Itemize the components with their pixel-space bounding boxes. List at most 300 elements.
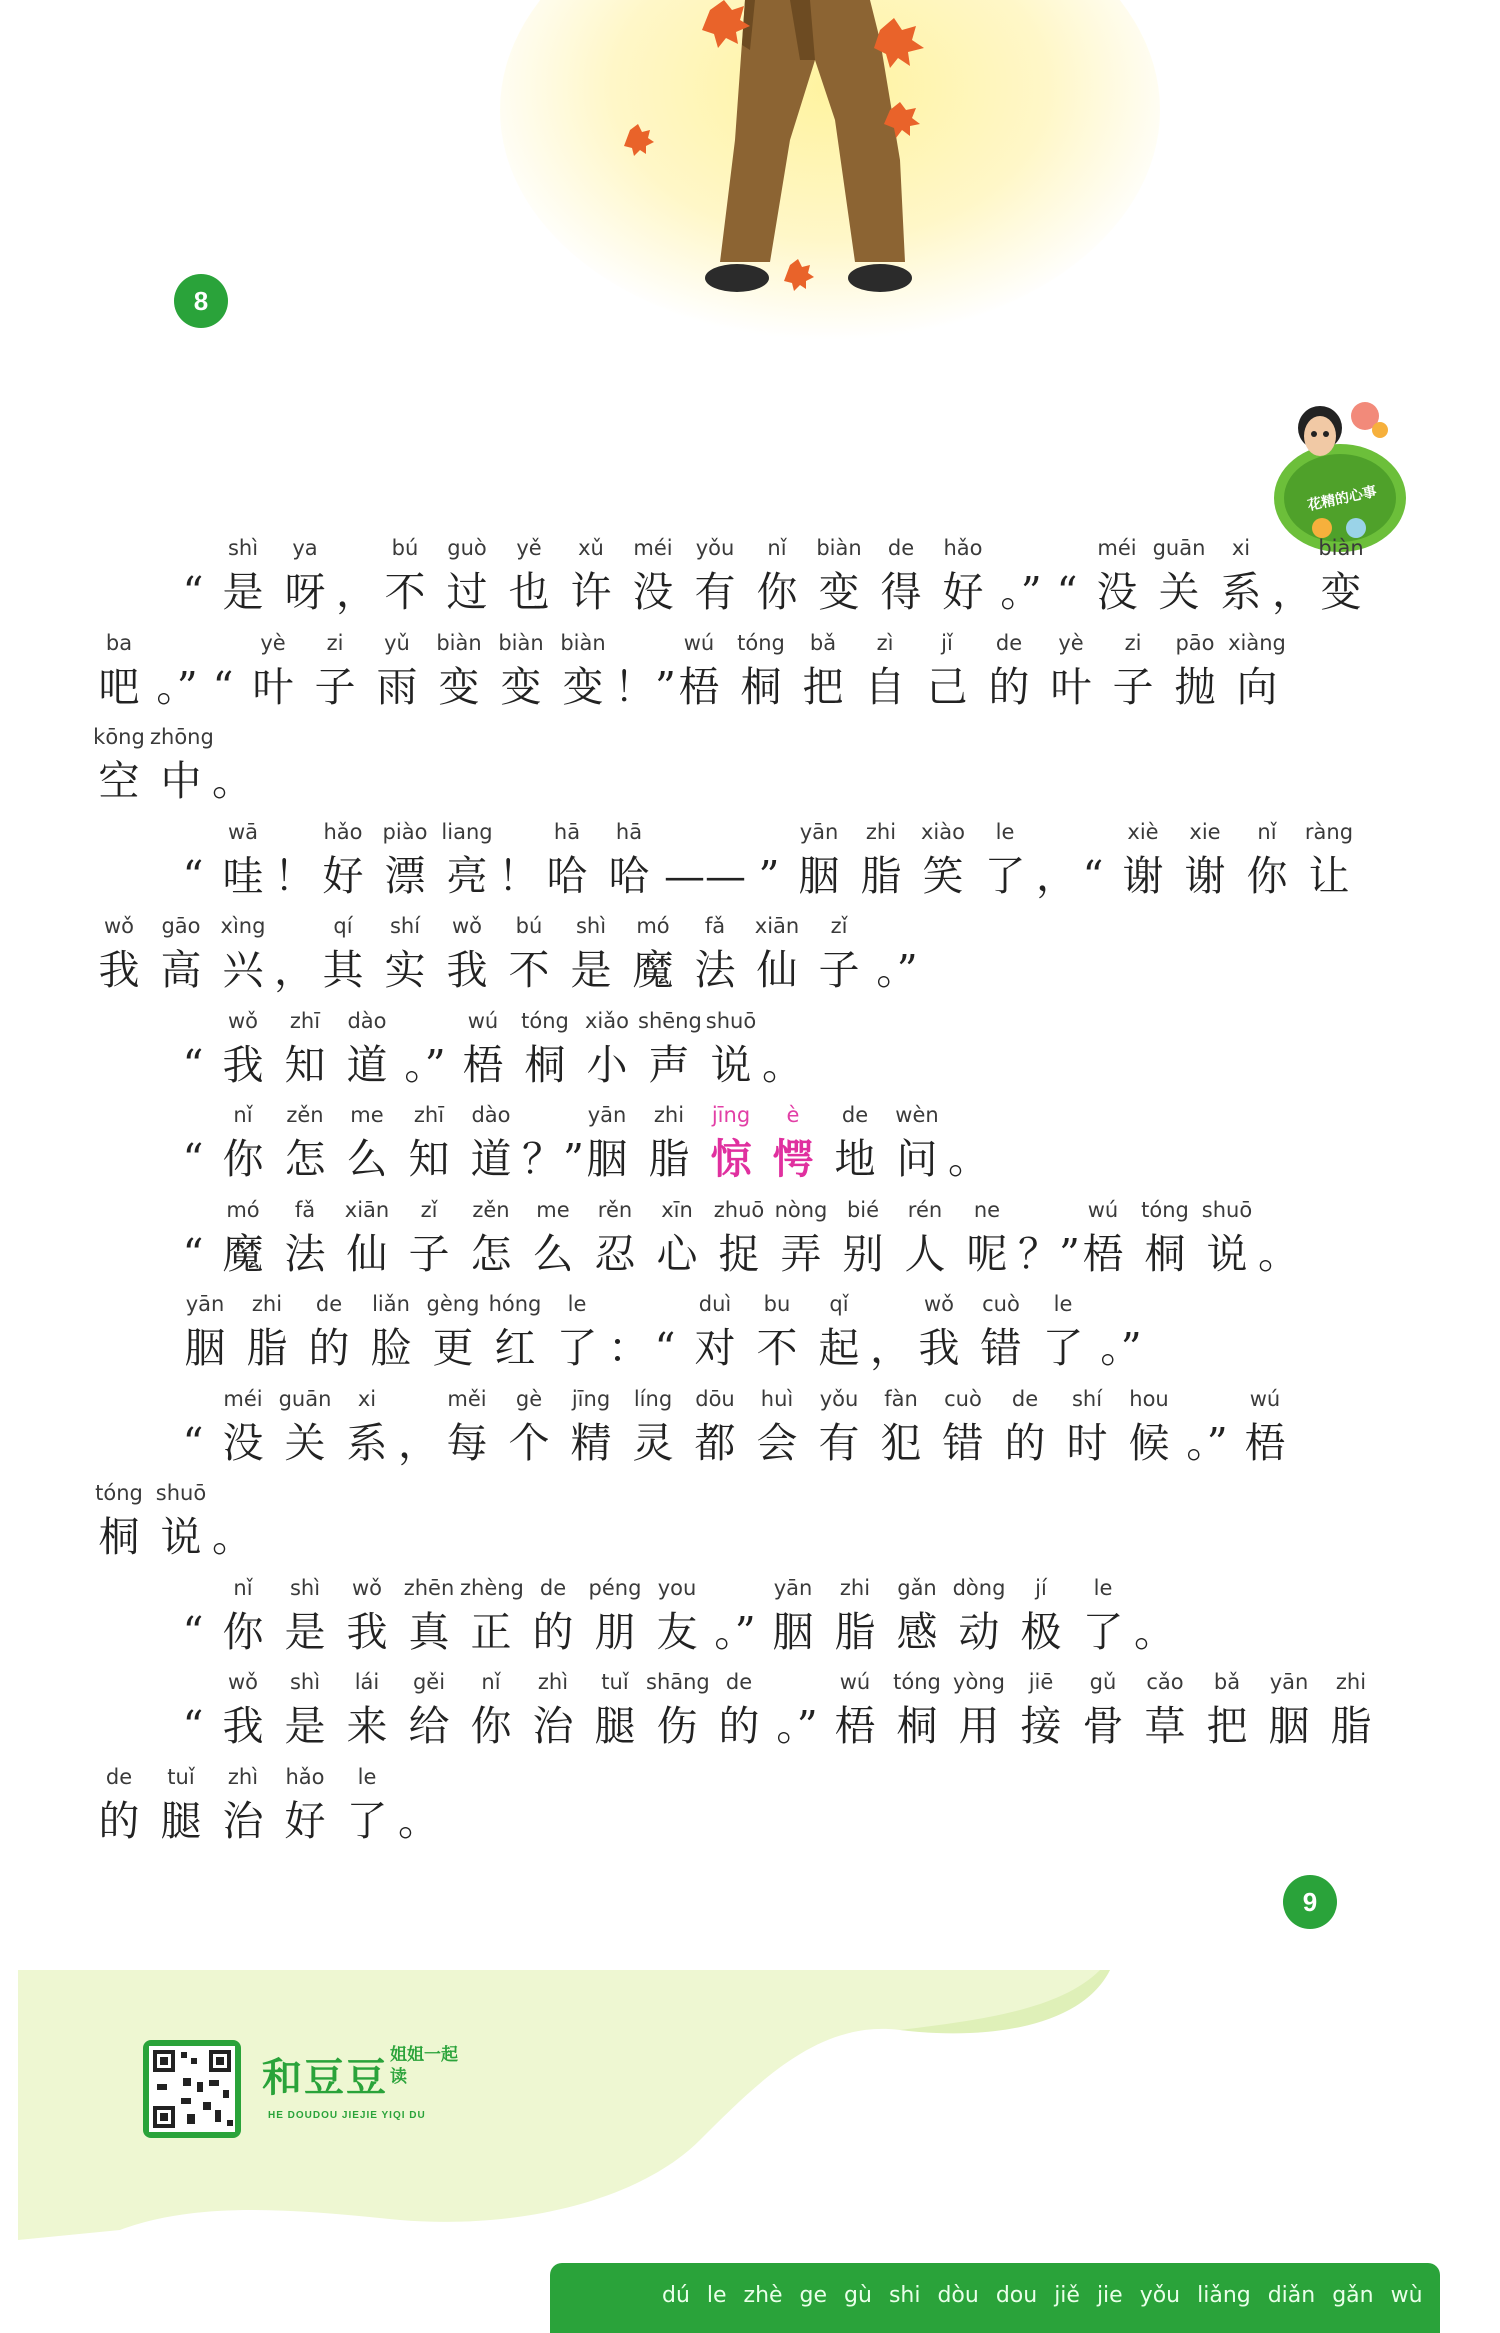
character-with-pinyin [808,532,870,620]
hanzi: 实 [384,946,426,994]
pinyin: de [539,1575,567,1600]
pinyin: bié [846,1197,880,1222]
character-with-pinyin [808,1383,870,1471]
character-with-pinyin [1032,1288,1094,1376]
hanzi: 胭 [184,1324,226,1372]
pinyin: mó [226,1197,260,1222]
punctuation [174,1383,212,1471]
pinyin: jǐ [941,630,953,655]
character-with-pinyin [850,816,912,904]
pinyin: gǔ [1089,1670,1117,1694]
hanzi: 腿 [594,1702,636,1750]
hanzi: 我 [222,1040,264,1089]
story-line [88,627,1288,722]
story-line [88,1666,1372,1761]
pinyin: jí [1035,1575,1047,1600]
pinyin: gāo [161,914,201,938]
hanzi: 变 [438,662,480,711]
character-with-pinyin [1298,816,1360,904]
pinyin: tóng [521,1008,569,1033]
hanzi: 更 [432,1324,474,1372]
hanzi: 的 [308,1324,350,1372]
pinyin: yè [1058,630,1084,655]
pinyin: zhi [1335,1670,1367,1694]
punctuation [1048,532,1086,620]
hanzi: 得 [880,568,922,616]
punctuation [398,1005,452,1093]
punctuation [212,721,253,809]
pinyin: wú [683,630,715,655]
pinyin: hǎo [943,536,983,560]
pinyin: rěn [597,1197,633,1222]
hanzi: 是 [284,1607,326,1656]
hanzi: 问 [896,1135,938,1183]
hanzi: 是 [570,946,612,994]
hanzi: 不 [384,568,426,616]
pinyin: wǒ [227,1008,259,1033]
pinyin: de [105,1764,133,1789]
pinyin: kōng [93,725,145,749]
pinyin: wǒ [103,914,135,938]
character-with-pinyin [212,1761,274,1849]
pinyin: wǒ [923,1292,955,1316]
hanzi: 心 [656,1229,698,1278]
hanzi: 吧 [98,662,140,711]
pinyin: cuò [982,1292,1020,1316]
character-with-pinyin [498,910,560,998]
hanzi: 你 [222,1607,264,1656]
hanzi: “ [654,1324,676,1372]
hanzi: “ [182,1229,204,1278]
story-line [88,816,1354,911]
story-line [88,1288,1288,1383]
character-with-pinyin [88,910,150,998]
character-with-pinyin [598,816,660,904]
character-with-pinyin [514,1005,576,1093]
pinyin: zì [876,630,894,655]
character-with-pinyin [212,1099,274,1187]
hanzi: 仙 [346,1229,388,1278]
pinyin: xiè [1127,819,1159,844]
character-with-pinyin [336,1761,398,1849]
hanzi: 呢 [966,1229,1008,1278]
hanzi: ？” [522,1135,584,1183]
badge-label: 花精的心事 [1306,483,1379,515]
story-line [88,910,1288,1005]
pinyin: zhi [839,1575,871,1600]
hanzi: “ [182,1702,204,1750]
character-with-pinyin [746,910,808,998]
character-with-pinyin [1086,532,1148,620]
character-with-pinyin [668,627,730,715]
hanzi: 子 [1112,662,1154,711]
hanzi: 空 [98,757,140,805]
pinyin: yě [516,536,542,560]
hanzi: 接 [1020,1702,1062,1750]
hanzi: 系 [1220,568,1262,616]
character-with-pinyin [212,1383,274,1471]
brand-logo [262,2038,502,2128]
hanzi: 怎 [470,1229,512,1278]
punctuation [174,1194,212,1282]
hanzi: 朋 [594,1607,636,1656]
hanzi: 仙 [756,946,798,994]
character-with-pinyin [212,1666,274,1754]
hanzi: 胭 [772,1607,814,1656]
punctuation [762,1005,803,1093]
character-with-pinyin [436,816,498,904]
hanzi: 梧 [462,1040,504,1089]
hanzi: 。 [1258,1229,1299,1278]
character-with-pinyin [1040,627,1102,715]
character-with-pinyin [236,1288,298,1376]
character-with-pinyin [1134,1194,1196,1282]
character-with-pinyin [88,721,150,809]
hanzi: 了 [984,851,1026,900]
hanzi: 没 [1096,568,1138,616]
reading-note-pinyin: dú le zhè ge gù shi dòu dou jiě jie yǒu liǎng diǎn gǎn wù [662,2283,1423,2308]
hanzi: 灵 [632,1418,674,1467]
hanzi: 让 [1308,851,1350,900]
character-with-pinyin [684,1288,746,1376]
pinyin: bú [391,536,419,560]
pinyin: zhi [865,819,897,844]
pinyin: wú [839,1670,871,1694]
hanzi: 脸 [370,1324,412,1372]
hanzi: ， [274,946,315,994]
punctuation [274,910,315,998]
pinyin: zǐ [420,1197,438,1222]
hanzi: 怎 [284,1135,326,1183]
hanzi: 。” [714,1607,756,1656]
hanzi: 骨 [1082,1702,1124,1750]
pinyin: de [995,630,1023,655]
pinyin: bú [515,914,543,938]
punctuation [948,1099,989,1187]
character-with-pinyin [788,816,850,904]
hanzi: 了 [1042,1324,1084,1372]
punctuation [614,627,676,715]
character-with-pinyin [932,532,994,620]
pinyin: wú [1087,1197,1119,1222]
pinyin: de [841,1103,869,1127]
pinyin: gèng [426,1292,480,1316]
hanzi: 愕 [772,1135,814,1183]
hanzi: 有 [818,1418,860,1467]
hanzi: ！ [498,851,539,900]
character-with-pinyin [546,1288,608,1376]
hanzi: 不 [508,946,550,994]
hanzi: 知 [408,1135,450,1183]
pinyin: zhī [289,1008,321,1033]
pinyin: wǒ [351,1575,383,1600]
pinyin: mó [636,914,670,938]
character-with-pinyin [576,1099,638,1187]
hanzi: 治 [222,1796,264,1845]
character-with-pinyin [336,1383,398,1471]
hanzi: ， [336,568,377,616]
pinyin: duì [698,1292,732,1316]
hanzi: 捉 [718,1229,760,1278]
punctuation [398,1383,439,1471]
pinyin: yòng [953,1670,1005,1694]
pinyin: líng [633,1386,673,1411]
hanzi: 梧 [1082,1229,1124,1278]
hanzi: 。 [948,1135,989,1183]
hanzi: “ [182,1135,204,1183]
pinyin: guò [447,536,487,560]
hanzi: 脂 [834,1607,876,1656]
logo-sub-text: 姐姐一起读 [390,2045,458,2087]
pinyin: zhī [413,1103,445,1127]
hanzi: 胭 [1268,1702,1310,1750]
hanzi: “ [182,1418,204,1467]
punctuation [1134,1572,1175,1660]
pinyin: dào [471,1103,511,1127]
hanzi: 。” [404,1040,446,1089]
hanzi: 忍 [594,1229,636,1278]
character-with-pinyin [1210,532,1272,620]
hanzi: 么 [532,1229,574,1278]
pinyin: shēng [638,1008,702,1033]
hanzi: 笑 [922,851,964,900]
character-with-pinyin [948,1572,1010,1660]
pinyin: zi [326,630,344,655]
hanzi: 梧 [1244,1418,1286,1467]
character-with-pinyin [242,627,304,715]
pinyin: me [536,1197,570,1222]
story-line [88,532,1364,627]
character-with-pinyin [422,1288,484,1376]
pinyin: shì [575,914,607,938]
hanzi: 我 [918,1324,960,1372]
hanzi: 系 [346,1418,388,1467]
pinyin: zhì [227,1764,259,1789]
character-with-pinyin [1258,1666,1320,1754]
hanzi: 友 [656,1607,698,1656]
hanzi: ： [608,1324,649,1372]
hanzi: 梧 [678,662,720,711]
character-with-pinyin [730,627,792,715]
character-with-pinyin [584,1194,646,1282]
character-with-pinyin [312,816,374,904]
character-with-pinyin [1056,1383,1118,1471]
character-with-pinyin [274,1572,336,1660]
reading-note-bar [550,2263,1440,2333]
character-with-pinyin [336,1666,398,1754]
pinyin: yǔ [384,630,410,655]
character-with-pinyin [762,1099,824,1187]
hanzi: 胭 [798,851,840,900]
character-with-pinyin [1072,1666,1134,1754]
pinyin: tóng [893,1670,941,1694]
pinyin: nǐ [1257,819,1277,844]
character-with-pinyin [948,1666,1010,1754]
hanzi: 叶 [1050,662,1092,711]
pinyin: méi [633,536,673,560]
hanzi: 给 [408,1702,450,1750]
pinyin: jiē [1028,1670,1054,1694]
pinyin: le [567,1292,587,1316]
character-with-pinyin [700,1005,762,1093]
pinyin: péng [588,1575,642,1600]
pinyin: fàn [884,1386,918,1411]
pinyin: piào [382,819,428,844]
character-with-pinyin [886,1099,948,1187]
character-with-pinyin [912,816,974,904]
pinyin: xi [1231,536,1251,560]
character-with-pinyin [1196,1666,1258,1754]
hanzi: 你 [222,1135,264,1183]
hanzi: 兴 [222,946,264,994]
hanzi: 犯 [880,1418,922,1467]
character-with-pinyin [374,532,436,620]
hanzi: 胭 [586,1135,628,1183]
character-with-pinyin [870,532,932,620]
hanzi: 治 [532,1702,574,1750]
character-with-pinyin [150,1477,212,1565]
pinyin: guān [1152,536,1206,560]
punctuation [1258,1194,1299,1282]
pinyin: zhēn [403,1575,455,1600]
pinyin: yān [773,1575,813,1600]
hanzi: 你 [470,1702,512,1750]
character-with-pinyin [1010,1666,1072,1754]
character-with-pinyin [916,627,978,715]
hanzi: 的 [1004,1418,1046,1467]
punctuation [174,1005,212,1093]
hanzi: 子 [408,1229,450,1278]
pinyin: liang [441,819,493,844]
hanzi: 了 [556,1324,598,1372]
hanzi: 是 [222,568,264,616]
character-with-pinyin [212,816,274,904]
pinyin: wèn [895,1103,939,1127]
character-with-pinyin [398,1194,460,1282]
character-with-pinyin [460,1194,522,1282]
hanzi: 。” [156,662,198,711]
pinyin: zhōng [150,725,214,749]
character-with-pinyin [974,816,1036,904]
hanzi: 其 [322,946,364,994]
hanzi: 关 [1158,568,1200,616]
pinyin: nǐ [481,1670,501,1694]
character-with-pinyin [584,1572,646,1660]
hanzi: 的 [718,1702,760,1750]
hanzi: 漂 [384,851,426,900]
punctuation [174,1099,212,1187]
hanzi: 。 [212,757,253,805]
pinyin: hǎo [323,819,363,844]
page-number-right: 9 [1283,1875,1337,1929]
hanzi: 有 [694,568,736,616]
character-with-pinyin [646,1572,708,1660]
pinyin: de [1011,1386,1039,1411]
punctuation [204,627,242,715]
story-line [88,1572,1288,1667]
character-with-pinyin [700,1099,762,1187]
pinyin: hóng [488,1292,542,1316]
hanzi: 子 [314,662,356,711]
character-with-pinyin [708,1194,770,1282]
hanzi: 桐 [98,1513,140,1561]
pinyin: zǐ [830,914,848,938]
character-with-pinyin [88,1477,150,1565]
character-with-pinyin [88,627,150,715]
hanzi: 。” [1100,1324,1142,1372]
pinyin: de [725,1670,753,1694]
pinyin: yān [1269,1670,1309,1694]
pinyin: nǐ [233,1103,253,1127]
qr-code[interactable] [143,2040,241,2138]
pinyin: biàn [1318,536,1364,560]
character-with-pinyin [374,816,436,904]
story-line [88,1005,1288,1100]
character-with-pinyin [374,910,436,998]
pinyin: wǒ [451,914,483,938]
hanzi: 的 [532,1607,574,1656]
character-with-pinyin [886,1572,948,1660]
pinyin: gǎn [897,1575,937,1600]
pinyin: xi [357,1386,377,1411]
hanzi: 个 [508,1418,550,1467]
hanzi: 抛 [1174,662,1216,711]
character-with-pinyin [1164,627,1226,715]
hanzi: 说 [710,1040,752,1089]
character-with-pinyin [274,1005,336,1093]
punctuation [870,910,924,998]
pinyin: rén [907,1197,943,1222]
pinyin: guān [278,1386,332,1411]
pinyin: gěi [412,1670,446,1694]
punctuation [398,1761,439,1849]
character-with-pinyin [1310,532,1372,620]
hanzi: ！ [274,851,315,900]
pinyin: tuǐ [601,1670,629,1694]
pinyin: yǒu [695,536,735,560]
hanzi: 会 [756,1418,798,1467]
pinyin: shí [1071,1386,1103,1411]
pinyin: wā [227,819,259,844]
hanzi: 错 [980,1324,1022,1372]
character-with-pinyin [1320,1666,1382,1754]
pinyin: yè [260,630,286,655]
hanzi: 高 [160,946,202,994]
hanzi: 中 [160,757,202,805]
hanzi: 向 [1236,662,1278,711]
pinyin: méi [1097,536,1137,560]
pinyin: cǎo [1146,1670,1184,1694]
hanzi: 说 [1206,1229,1248,1278]
character-with-pinyin [274,1194,336,1282]
hanzi: ， [1272,568,1313,616]
hanzi: 桐 [1144,1229,1186,1278]
punctuation [1272,532,1313,620]
pinyin: dào [347,1008,387,1033]
hanzi: “ [182,1040,204,1089]
story-line [88,721,1288,816]
character-with-pinyin [1010,1572,1072,1660]
pinyin: qǐ [829,1292,849,1316]
character-with-pinyin [212,910,274,998]
character-with-pinyin [956,1194,1018,1282]
character-with-pinyin [274,1761,336,1849]
character-with-pinyin [536,816,598,904]
character-with-pinyin [484,1288,546,1376]
pinyin: liǎn [372,1292,410,1316]
character-with-pinyin [994,1383,1056,1471]
pinyin: zhi [251,1292,283,1316]
